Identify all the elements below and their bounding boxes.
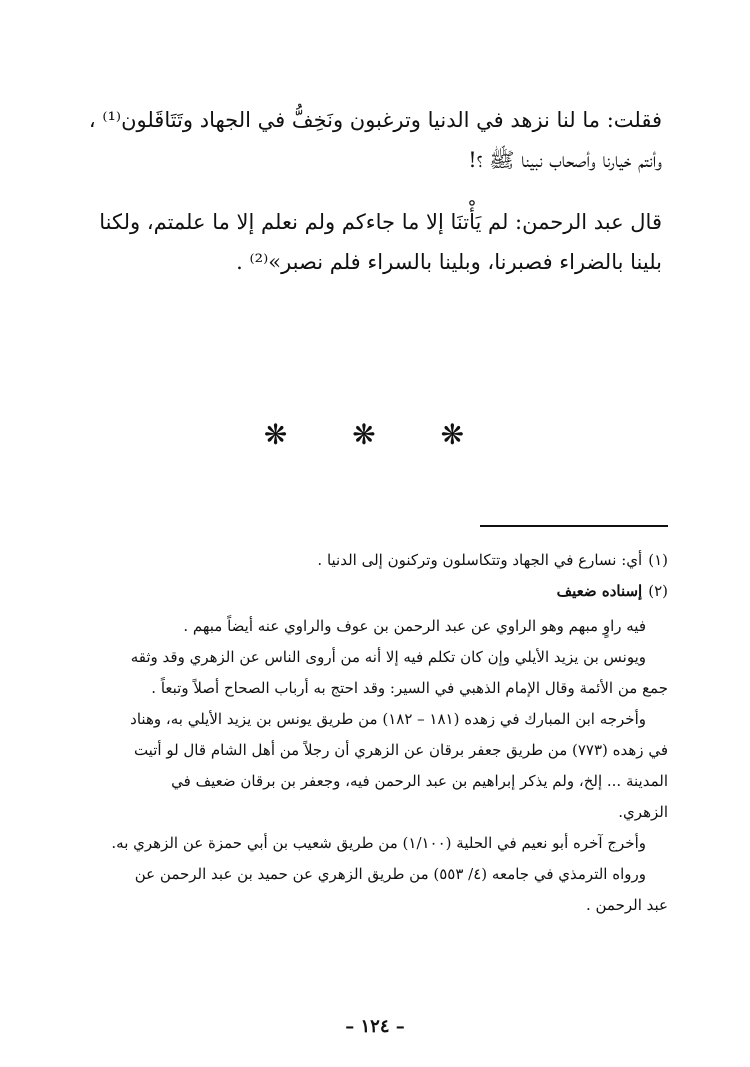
text-line: بلينا بالضراء فصبرنا، وبلينا بالسراء فلم نصبر»⁽²⁾ . <box>236 250 662 274</box>
footnote-line: ويونس بن يزيد الأيلي وإن كان تكلم فيه إلا أنه من أروى الناس عن الزهري وقد وثقه <box>130 648 646 666</box>
paragraph-dialogue <box>62 100 662 180</box>
text-line: قال عبد الرحمن: لم يَأْتنَا إلا ما جاءكم ولم نعلم إلا ما علمتم، ولكنا <box>99 210 662 234</box>
footnote-separator <box>480 525 668 527</box>
section-divider <box>0 418 750 451</box>
footnote-line: في زهده (٧٧٣) من طريق جعفر برقان عن الزهري أن رجلاً من أهل الشام قال لو أتيت <box>133 741 668 759</box>
star-ornament-icon: ❋ <box>263 418 310 451</box>
footnote-line: ورواه الترمذي في جامعه (٤/ ٥٥٣) من طريق الزهري عن حميد بن عبد الرحمن عن <box>134 865 646 883</box>
text-line: وأنتم خيارنا وأصحاب نبينا ﷺ ؟! <box>468 148 662 172</box>
paragraph-reply <box>62 202 662 282</box>
footnote-line: وأخرجه ابن المبارك في زهده (١٨١ – ١٨٢) من طريق يونس بن يزيد الأيلي به، وهناد <box>130 710 646 728</box>
footnote-line: وأخرج آخره أبو نعيم في الحلية (١/١٠٠) من طريق شعيب بن أبي حمزة عن الزهري به. <box>111 834 646 852</box>
footnote-1 <box>78 545 668 576</box>
star-ornament-icon: ❋ <box>352 418 398 451</box>
star-ornament-icon: ❋ <box>440 418 487 451</box>
footnote-2-heading <box>78 576 668 607</box>
footnote-line: عبد الرحمن . <box>585 896 668 914</box>
footnote-line: فيه راوٍ مبهم وهو الراوي عن عبد الرحمن بن عوف والراوي عنه أيضاً مبهم . <box>183 617 646 635</box>
footnote-marker: (١) <box>648 551 668 569</box>
footnote-text: أي: نسارع في الجهاد وتتكاسلون وتركنون إلى الدنيا . <box>317 551 643 569</box>
text-line: فقلت: ما لنا نزهد في الدنيا وترغبون ونَخِفُّ في الجهاد وتَتَاقَلون⁽¹⁾ ، <box>88 108 662 132</box>
footnote-marker: (٢) <box>648 582 668 600</box>
footnote-line: المدينة ... إلخ، ولم يذكر إبراهيم بن عبد الرحمن فيه، وجعفر بن برقان ضعيف في <box>171 772 668 790</box>
footnote-heading: إسناده ضعيف <box>556 582 643 600</box>
footnote-line: جمع من الأئمة وقال الإمام الذهبي في السير: وقد احتج به أرباب الصحاح أصلاً وتبعاً . <box>151 679 668 697</box>
footnote-line: الزهري. <box>618 803 668 821</box>
footnotes <box>78 545 668 921</box>
page-number: – ١٢٤ – <box>345 1016 405 1037</box>
